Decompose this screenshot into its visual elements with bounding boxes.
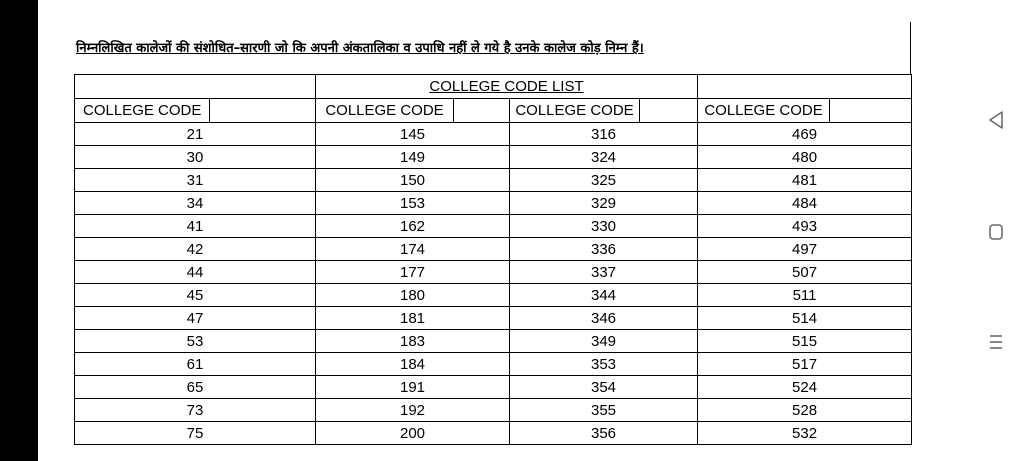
code-cell: 75	[75, 422, 316, 445]
page-border-line	[910, 22, 911, 74]
navigation-bar	[968, 0, 1024, 461]
table-row	[75, 261, 912, 284]
code-cell: 511	[698, 284, 912, 307]
code-cell: 356	[510, 422, 698, 445]
code-cell: 481	[698, 169, 912, 192]
home-button[interactable]	[982, 218, 1010, 246]
code-cell: 355	[510, 399, 698, 422]
code-cell: 344	[510, 284, 698, 307]
code-cell: 180	[316, 284, 510, 307]
table-row	[75, 284, 912, 307]
table-row	[75, 330, 912, 353]
code-cell: 191	[316, 376, 510, 399]
code-cell: 30	[75, 146, 316, 169]
code-cell: 316	[510, 123, 698, 146]
column-header: COLLEGE CODE	[75, 99, 210, 123]
code-cell: 329	[510, 192, 698, 215]
table-row	[75, 307, 912, 330]
code-cell: 184	[316, 353, 510, 376]
code-cell: 353	[510, 353, 698, 376]
code-cell: 145	[316, 123, 510, 146]
code-cell: 177	[316, 261, 510, 284]
table-row	[75, 238, 912, 261]
back-icon	[982, 106, 1010, 134]
code-cell: 42	[75, 238, 316, 261]
code-cell: 469	[698, 123, 912, 146]
code-cell: 480	[698, 146, 912, 169]
code-cell: 330	[510, 215, 698, 238]
table-row	[75, 169, 912, 192]
code-cell: 181	[316, 307, 510, 330]
code-cell: 484	[698, 192, 912, 215]
code-cell: 162	[316, 215, 510, 238]
code-cell: 65	[75, 376, 316, 399]
code-cell: 514	[698, 307, 912, 330]
college-code-table	[74, 74, 912, 445]
code-cell: 497	[698, 238, 912, 261]
code-cell: 44	[75, 261, 316, 284]
table-row	[75, 215, 912, 238]
table-row	[75, 192, 912, 215]
column-header: COLLEGE CODE	[698, 99, 830, 123]
code-cell: 325	[510, 169, 698, 192]
code-cell: 528	[698, 399, 912, 422]
code-cell: 174	[316, 238, 510, 261]
column-header: COLLEGE CODE	[510, 99, 640, 123]
code-cell: 200	[316, 422, 510, 445]
code-cell: 349	[510, 330, 698, 353]
code-cell: 41	[75, 215, 316, 238]
code-cell: 336	[510, 238, 698, 261]
table-caption-row	[75, 75, 912, 99]
back-button[interactable]	[982, 106, 1010, 134]
code-cell: 31	[75, 169, 316, 192]
code-cell: 47	[75, 307, 316, 330]
column-header: COLLEGE CODE	[316, 99, 454, 123]
code-cell: 61	[75, 353, 316, 376]
table-row	[75, 146, 912, 169]
code-cell: 532	[698, 422, 912, 445]
code-cell: 507	[698, 261, 912, 284]
code-cell: 192	[316, 399, 510, 422]
code-cell: 517	[698, 353, 912, 376]
code-cell: 324	[510, 146, 698, 169]
code-cell: 515	[698, 330, 912, 353]
code-cell: 34	[75, 192, 316, 215]
table-row	[75, 422, 912, 445]
table-header-row	[75, 99, 912, 123]
table-row	[75, 376, 912, 399]
code-cell: 493	[698, 215, 912, 238]
home-icon	[982, 218, 1010, 246]
code-cell: 149	[316, 146, 510, 169]
document-heading: निम्नलिखित कालेजों की संशोधित–सारणी जो कि अपनी अंकतालिका व उपाधि नहीं ले गये है उनके कालेज कोड़ निम्न हैं।	[76, 41, 644, 56]
recents-button[interactable]	[982, 328, 1010, 356]
code-cell: 337	[510, 261, 698, 284]
code-cell: 183	[316, 330, 510, 353]
code-cell: 45	[75, 284, 316, 307]
code-cell: 354	[510, 376, 698, 399]
code-cell: 524	[698, 376, 912, 399]
code-cell: 21	[75, 123, 316, 146]
recents-icon	[982, 328, 1010, 356]
table-row	[75, 399, 912, 422]
table-row	[75, 123, 912, 146]
code-cell: 73	[75, 399, 316, 422]
table-caption: COLLEGE CODE LIST	[316, 75, 698, 99]
code-cell: 153	[316, 192, 510, 215]
code-cell: 53	[75, 330, 316, 353]
code-cell: 346	[510, 307, 698, 330]
code-cell: 150	[316, 169, 510, 192]
table-row	[75, 353, 912, 376]
